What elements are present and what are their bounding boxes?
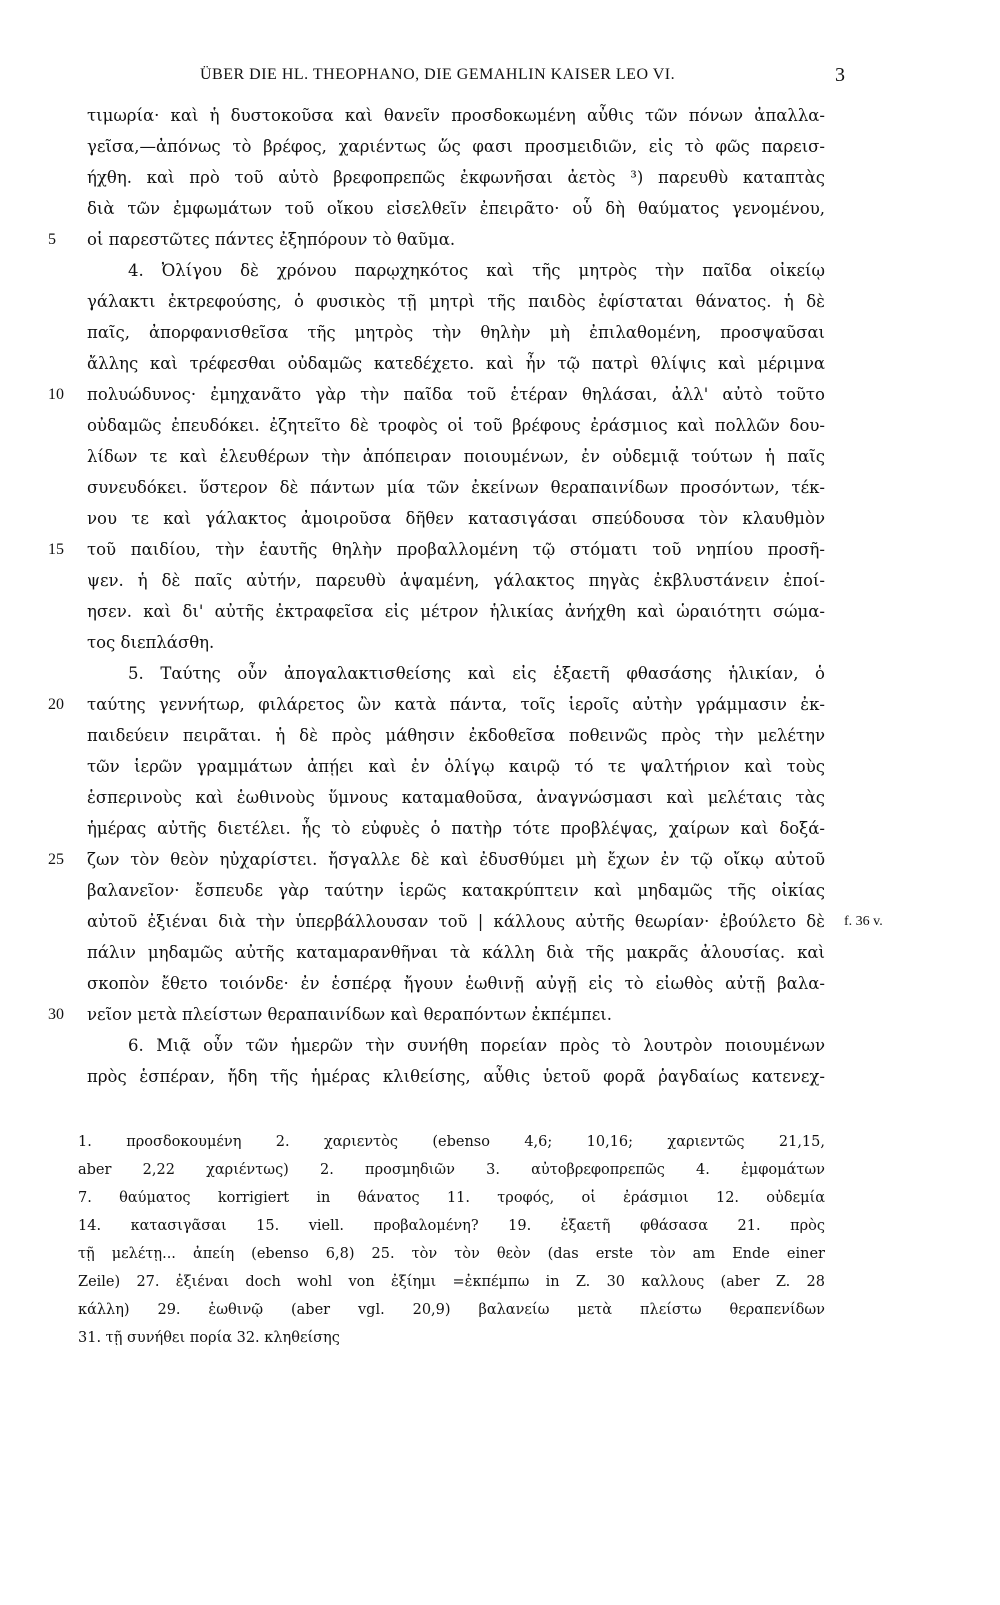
footnote-line: 31. τῇ συνήθει πορία 32. κληθείσης xyxy=(78,1330,340,1346)
text-line: οὐδαμῶς ἐπευδόκει. ἐζητεῖτο δὲ τροφὸς οἱ τοῦ βρέφους ἐράσμιος καὶ πολλῶν δου- xyxy=(87,416,825,435)
text-line: 4. Ὀλίγου δὲ χρόνου παρῳχηκότος καὶ τῆς μητρὸς τὴν παῖδα οἰκείῳ xyxy=(128,261,825,280)
text-line: τῶν ἱερῶν γραμμάτων ἀπῄει καὶ ἐν ὀλίγῳ καιρῷ τό τε ψαλτήριον καὶ τοὺς xyxy=(87,757,825,776)
text-line: γάλακτι ἐκτρεφούσης, ὁ φυσικὸς τῇ μητρὶ τῆς παιδὸς ἐφίσταται θάνατος. ἡ δὲ xyxy=(87,292,825,311)
text-line: ταύτης γεννήτωρ, φιλάρετος ὢν κατὰ πάντα, τοῖς ἱεροῖς αὐτὴν γράμμασιν ἐκ- xyxy=(87,695,825,714)
text-line: ζων τὸν θεὸν ηὐχαρίστει. ἤσγαλλε δὲ καὶ ἐδυσθύμει μὴ ἔχων ἐν τῷ οἴκῳ αὐτοῦ xyxy=(87,850,825,869)
text-line: βαλανεῖον· ἔσπευδε γὰρ ταύτην ἱερῶς κατακρύπτειν καὶ μηδαμῶς τῆς οἰκίας xyxy=(87,881,825,900)
folio-margin-note: f. 36 v. xyxy=(844,914,883,929)
page-number: 3 xyxy=(835,64,845,86)
text-line: λίδων τε καὶ ἐλευθέρων τὴν ἀπόπειραν ποιουμένων, ἐν οὐδεμιᾷ τούτων ἡ παῖς xyxy=(87,447,825,466)
text-line: πολυώδυνος· ἐμηχανᾶτο γὰρ τὴν παῖδα τοῦ ἑτέραν θηλάσαι, ἀλλ' αὐτὸ τοῦτο xyxy=(87,385,825,404)
line-number: 25 xyxy=(48,851,64,868)
footnote-line: τῇ μελέτῃ... ἀπείη (ebenso 6,8) 25. τὸν τὸν θεὸν (das erste τὸν am Ende einer xyxy=(78,1246,825,1262)
text-line: ησεν. καὶ δι' αὐτῆς ἐκτραφεῖσα εἰς μέτρον ἡλικίας ἀνήχθη καὶ ὡραιότητι σώμα- xyxy=(87,602,825,621)
text-line: συνευδόκει. ὕστερον δὲ πάντων μία τῶν ἐκείνων θεραπαινίδων προσόντων, τέκ- xyxy=(87,478,825,497)
text-line: σκοπὸν ἔθετο τοιόνδε· ἐν ἑσπέρᾳ ἤγουν ἑωθινῇ αὐγῇ εἰς τὸ εἰωθὸς αὐτῇ βαλα- xyxy=(87,974,825,993)
text-line: νου τε καὶ γάλακτος ἀμοιροῦσα δῆθεν κατασιγάσαι σπεύδουσα τὸν κλαυθμὸν xyxy=(87,509,825,528)
footnote-line: aber 2,22 χαριέντως) 2. προσμηδιῶν 3. αὐτοβρεφοπρεπῶς 4. ἐμφομάτων xyxy=(78,1162,825,1178)
text-line: ψεν. ἡ δὲ παῖς αὐτήν, παρευθὺ ἁψαμένη, γάλακτος πηγὰς ἐκβλυστάνειν ἐποί- xyxy=(87,571,825,590)
text-line: ἡμέρας αὐτῆς διετέλει. ἧς τὸ εὐφυὲς ὁ πατὴρ τότε προβλέψας, χαίρων καὶ δοξά- xyxy=(87,819,825,838)
running-head: ÜBER DIE HL. THEOPHANO, DIE GEMAHLIN KAISER LEO VI. xyxy=(200,66,676,83)
text-line: τος διεπλάσθη. xyxy=(87,633,215,652)
text-line: γεῖσα,—ἀπόνως τὸ βρέφος, χαριέντως ὥς φασι προσμειδιῶν, εἰς τὸ φῶς παρεισ- xyxy=(87,137,825,156)
text-line: 5. Ταύτης οὖν ἀπογαλακτισθείσης καὶ εἰς ἑξαετῆ φθασάσης ἡλικίαν, ὁ xyxy=(128,664,825,683)
line-number: 10 xyxy=(48,386,64,403)
text-line: ἄλλης καὶ τρέφεσθαι οὐδαμῶς κατεδέχετο. καὶ ἦν τῷ πατρὶ θλίψις καὶ μέριμνα xyxy=(87,354,825,373)
text-line: πάλιν μηδαμῶς αὐτῆς καταμαρανθῆναι τὰ κάλλη διὰ τῆς μακρᾶς ἀλουσίας. καὶ xyxy=(87,943,825,962)
text-line: διὰ τῶν ἐμφωμάτων τοῦ οἴκου εἰσελθεῖν ἐπειρᾶτο· οὗ δὴ θαύματος γενομένου, xyxy=(87,199,825,218)
text-line: τιμωρία· καὶ ἡ δυστοκοῦσα καὶ θανεῖν προσδοκωμένη αὖθις τῶν πόνων ἀπαλλα- xyxy=(87,106,825,125)
line-number: 20 xyxy=(48,696,64,713)
text-line: οἱ παρεστῶτες πάντες ἐξηπόρουν τὸ θαῦμα. xyxy=(87,230,456,249)
text-line: ήχθη. καὶ πρὸ τοῦ αὐτὸ βρεφοπρεπῶς ἐκφωνῆσαι ἀετὸς ³) παρευθὺ καταπτὰς xyxy=(87,168,825,187)
text-line: αὐτοῦ ἐξιέναι διὰ τὴν ὑπερβάλλουσαν τοῦ | κάλλους αὐτῆς θεωρίαν· ἐβούλετο δὲ xyxy=(87,912,825,931)
text-line: παιδεύειν πειρᾶται. ἡ δὲ πρὸς μάθησιν ἐκδοθεῖσα ποθεινῶς πρὸς τὴν μελέτην xyxy=(87,726,825,745)
line-number: 5 xyxy=(48,231,56,248)
line-number: 15 xyxy=(48,541,64,558)
text-line: 6. Μιᾷ οὖν τῶν ἡμερῶν τὴν συνήθη πορείαν πρὸς τὸ λουτρὸν ποιουμένων xyxy=(128,1036,825,1055)
line-number: 30 xyxy=(48,1006,64,1023)
text-line: νεῖον μετὰ πλείστων θεραπαινίδων καὶ θεραπόντων ἐκπέμπει. xyxy=(87,1005,612,1024)
text-line: παῖς, ἀπορφανισθεῖσα τῆς μητρὸς τὴν θηλὴν μὴ ἐπιλαθομένη, προσψαῦσαι xyxy=(87,323,825,342)
footnote-line: Zeile) 27. ἐξιέναι doch wohl von ἐξίημι =ἐκπέμπω in Z. 30 καλλους (aber Z. 28 xyxy=(78,1274,825,1290)
footnote-line: κάλλη) 29. ἑωθινῷ (aber vgl. 20,9) βαλανείω μετὰ πλείστω θεραπενίδων xyxy=(78,1302,825,1318)
footnote-line: 7. θαύματος korrigiert in θάνατος 11. τροφός, οἱ ἐράσμιοι 12. οὐδεμία xyxy=(78,1190,825,1206)
footnote-line: 1. προσδοκουμένη 2. χαριεντὸς (ebenso 4,6; 10,16; χαριεντῶς 21,15, xyxy=(78,1134,825,1150)
text-line: πρὸς ἑσπέραν, ἤδη τῆς ἡμέρας κλιθείσης, αὖθις ὑετοῦ φορᾶ ῥαγδαίως κατενεχ- xyxy=(87,1067,825,1086)
text-line: ἑσπερινοὺς καὶ ἑωθινοὺς ὕμνους καταμαθοῦσα, ἀναγνώσμασι καὶ μελέταις τὰς xyxy=(87,788,825,807)
text-line: τοῦ παιδίου, τὴν ἑαυτῆς θηλὴν προβαλλομένη τῷ στόματι τοῦ νηπίου προσῆ- xyxy=(87,540,825,559)
footnote-line: 14. κατασιγᾶσαι 15. viell. προβαλομένη? 19. ἐξαετῆ φθάσασα 21. πρὸς xyxy=(78,1218,825,1234)
